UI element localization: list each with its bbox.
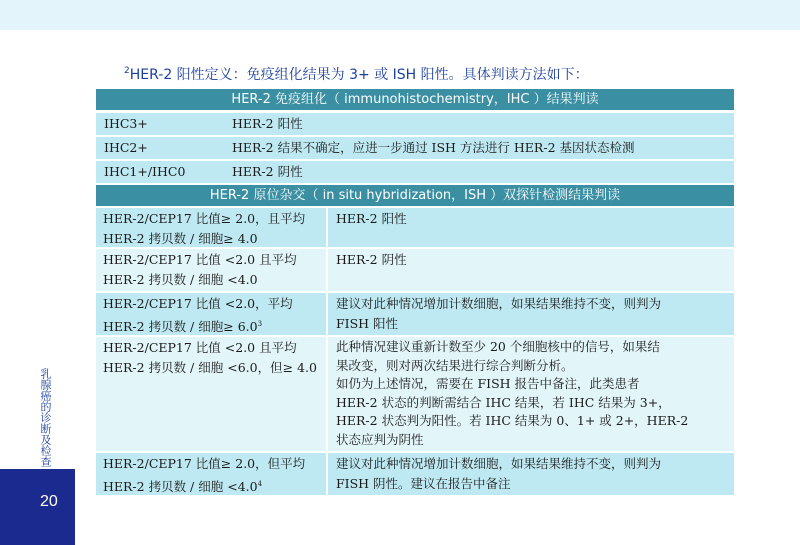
ish-row (96, 208, 734, 247)
ish-result-cell (328, 249, 734, 291)
ish-condition-line: HER-2/CEP17 比值≥ 2.0，且平均 (103, 211, 306, 226)
ihc-row (96, 161, 734, 183)
ish-result-cell (328, 293, 734, 335)
page-number: 20 (40, 493, 58, 510)
ish-result-cell (328, 208, 734, 247)
footnote-mark: 3 (257, 320, 263, 328)
ish-condition-line: HER-2/CEP17 比值 <2.0 且平均 (103, 340, 297, 355)
ihc-row (96, 137, 734, 159)
ish-result-line: HER-2 阳性 (336, 211, 407, 226)
ish-result-line: 此种情况建议重新计数至少 20 个细胞核中的信号，如果结 (336, 339, 660, 354)
ish-result-line: 建议对此种情况增加计数细胞，如果结果维持不变，则判为 (336, 456, 662, 471)
ish-row (96, 293, 734, 335)
ish-condition-line: HER-2/CEP17 比值 <2.0 且平均 (103, 252, 297, 267)
top-band (0, 0, 800, 30)
ihc-result: HER-2 阴性 (232, 164, 303, 179)
ihc-row (96, 113, 734, 135)
ish-table-header: HER-2 原位杂交（ in situ hybridization，ISH ）双探针检测结果判读 (96, 185, 734, 206)
footnote-mark: 4 (257, 480, 263, 488)
ish-row (96, 453, 734, 495)
ish-condition-cell (96, 208, 326, 247)
ihc-table-header: HER-2 免疫组化（ immunohistochemistry，IHC ）结果判读 (96, 89, 734, 110)
ish-result-line: 状态应判为阴性 (336, 431, 424, 447)
ihc-code: IHC2+ (104, 140, 148, 155)
ish-result-line: FISH 阴性。建议在报告中备注 (336, 476, 511, 491)
ihc-result: HER-2 结果不确定，应进一步通过 ISH 方法进行 HER-2 基因状态检测 (232, 140, 635, 155)
ihc-result: HER-2 阳性 (232, 116, 303, 131)
ish-condition-line: HER-2 拷贝数 / 细胞 <6.0，但≥ 4.0 (103, 360, 317, 375)
ish-result-line: 建议对此种情况增加计数细胞，如果结果维持不变，则判为 (336, 296, 662, 311)
ish-condition-cell (96, 249, 326, 291)
ihc-code: IHC3+ (104, 116, 148, 131)
ish-condition-cell (96, 337, 326, 451)
ish-result-line: FISH 阳性 (336, 316, 399, 331)
ish-condition-line: HER-2 拷贝数 / 细胞≥ 6.0 (103, 319, 258, 334)
ihc-code: IHC1+/IHC0 (104, 164, 186, 179)
ish-condition-cell (96, 293, 326, 335)
ish-result-cell (328, 453, 734, 495)
ish-result-line: HER-2 状态判为阳性。若 IHC 结果为 0、1+ 或 2+，HER-2 (336, 413, 689, 428)
ish-condition-line: HER-2/CEP17 比值 <2.0，平均 (103, 296, 293, 311)
ish-condition-line: HER-2 拷贝数 / 细胞 <4.0 (103, 479, 258, 494)
ish-condition-cell (96, 453, 326, 495)
ish-condition-line: HER-2/CEP17 比值≥ 2.0，但平均 (103, 456, 306, 471)
ish-row (96, 337, 734, 451)
page-number-box (0, 469, 75, 545)
ish-row (96, 249, 734, 291)
ish-result-cell (328, 337, 734, 451)
title-footnote-mark: 2 (124, 66, 130, 76)
ish-result-line: 果改变，则对两次结果进行综合判断分析。 (336, 357, 574, 373)
side-chapter-label: 乳腺癌的诊断及检查 (39, 368, 52, 467)
ish-result-line: HER-2 状态的判断需结合 IHC 结果，若 IHC 结果为 3+， (336, 394, 671, 410)
ish-result-line: 如仍为上述情况，需要在 FISH 报告中备注，此类患者 (336, 376, 640, 391)
section-title (124, 64, 589, 84)
title-text: HER-2 阳性定义：免疫组化结果为 3+ 或 ISH 阳性。具体判读方法如下： (129, 67, 589, 83)
ish-condition-line: HER-2 拷贝数 / 细胞≥ 4.0 (103, 231, 258, 246)
ish-condition-line: HER-2 拷贝数 / 细胞 <4.0 (103, 272, 258, 287)
ish-result-line: HER-2 阴性 (336, 252, 407, 267)
